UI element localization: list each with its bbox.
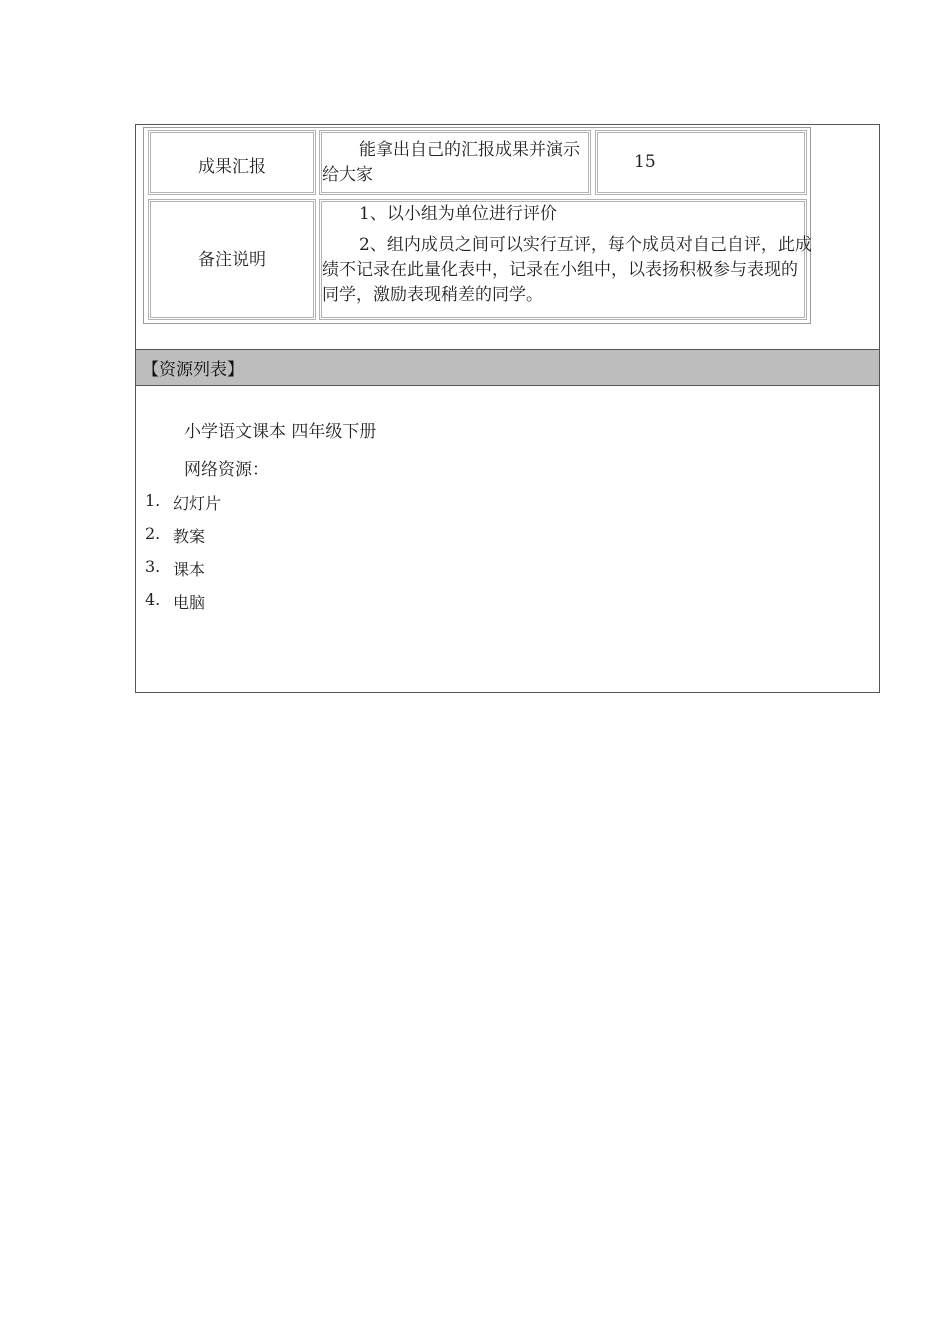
list-item xyxy=(145,557,221,590)
resources-heading-bar xyxy=(136,349,879,386)
evaluation-table xyxy=(143,127,811,324)
remarks-cell xyxy=(319,199,812,320)
criteria-cell xyxy=(319,130,591,195)
list-item xyxy=(145,590,221,623)
list-number: 3. xyxy=(145,557,161,576)
list-number: 4. xyxy=(145,590,161,609)
list-number: 1. xyxy=(145,491,161,510)
criteria-text: 能拿出自己的汇报成果并演示给大家 xyxy=(322,140,580,185)
resource-list xyxy=(145,491,221,623)
item-label: 成果汇报 xyxy=(198,157,266,177)
remarks-label: 备注说明 xyxy=(198,250,266,270)
document-table xyxy=(135,124,880,693)
score-value: 15 xyxy=(634,152,656,172)
list-label: 教案 xyxy=(173,527,206,546)
list-label: 电脑 xyxy=(173,593,206,612)
list-item xyxy=(145,491,221,524)
textbook-line: 小学语文课本 四年级下册 xyxy=(184,422,377,442)
remark-point-2: 2、组内成员之间可以实行互评，每个成员对自己自评，此成绩不记录在此量化表中，记录在小组中，以表扬积极参与表现的同学，激励表现稍差的同学。 xyxy=(322,235,812,305)
resources-heading: 【资源列表】 xyxy=(142,360,244,380)
remark-point-1: 1、以小组为单位进行评价 xyxy=(359,204,557,224)
score-cell xyxy=(595,130,807,195)
item-cell xyxy=(148,130,316,195)
remarks-label-cell xyxy=(148,199,316,320)
list-label: 课本 xyxy=(173,560,206,579)
list-label: 幻灯片 xyxy=(173,494,222,513)
list-number: 2. xyxy=(145,524,161,543)
list-item xyxy=(145,524,221,557)
network-resources-label: 网络资源： xyxy=(184,460,269,480)
